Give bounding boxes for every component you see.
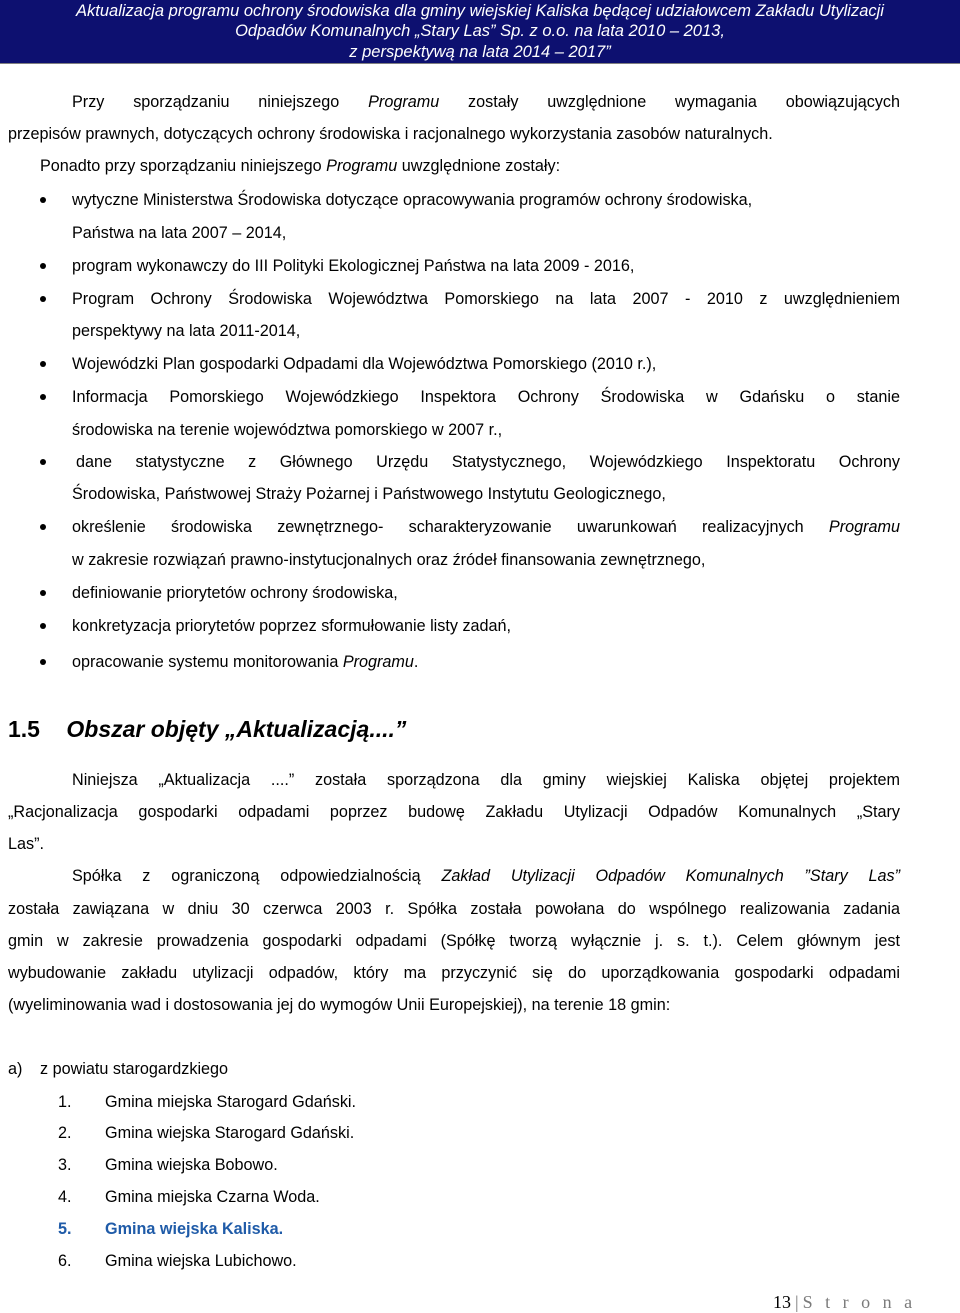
bullet-5-line-1: Informacja Pomorskiego Wojewódzkiego Inspektora Ochrony Środowiska w Gdańsku o stanie: [72, 388, 900, 406]
para2-line-2: została zawiązana w dniu 30 czerwca 2003 r. Spółka została powołana do wspólnego realizowania zadania: [8, 900, 900, 918]
footer-separator: |: [795, 1292, 799, 1312]
list-item-number-highlighted: 5.: [58, 1220, 72, 1238]
bullet-icon: [40, 459, 46, 465]
para2-line-5: (wyeliminowania wad i dostosowania jej do wymogów Unii Europejskiej), na terenie 18 gmin:: [8, 996, 671, 1014]
para1-line-1: Niniejsza „Aktualizacja ....” została sporządzona dla gminy wiejskiej Kaliska objętej projektem: [72, 771, 900, 789]
bullet-4: Wojewódzki Plan gospodarki Odpadami dla Województwa Pomorskiego (2010 r.),: [72, 355, 657, 373]
bullet-1-line-2: Państwa na lata 2007 – 2014,: [72, 224, 287, 242]
bullet-10: opracowanie systemu monitorowania Programu.: [72, 653, 419, 671]
subsection-label: z powiatu starogardzkiego: [40, 1060, 229, 1078]
list-item: Gmina miejska Czarna Woda.: [105, 1188, 320, 1206]
bullet-2: program wykonawczy do III Polityki Ekologicznej Państwa na lata 2009 - 2016,: [72, 257, 635, 275]
bullet-8: definiowanie priorytetów ochrony środowiska,: [72, 584, 398, 602]
page-number: 13: [773, 1292, 791, 1312]
bullet-6-line-1: dane statystyczne z Głównego Urzędu Statystycznego, Wojewódzkiego Inspektoratu Ochrony: [76, 453, 900, 471]
bullet-5-line-2: środowiska na terenie województwa pomorskiego w 2007 r.,: [72, 421, 503, 439]
footer-label: S t r o n a: [802, 1292, 917, 1312]
bullet-icon: [40, 590, 46, 596]
bullet-icon: [40, 296, 46, 302]
bullet-icon: [40, 394, 46, 400]
list-item-number: 6.: [58, 1252, 72, 1270]
bullet-icon: [40, 197, 46, 203]
list-item-number: 4.: [58, 1188, 72, 1206]
subsection-marker: a): [8, 1060, 23, 1078]
para2-line-1: Spółka z ograniczoną odpowiedzialnością Zakład Utylizacji Odpadów Komunalnych ”Stary Las”: [72, 867, 901, 885]
list-item: Gmina wiejska Starogard Gdański.: [105, 1124, 355, 1142]
list-item-number: 1.: [58, 1093, 72, 1111]
bullet-7-line-1: określenie środowiska zewnętrznego- scharakteryzowanie uwarunkowań realizacyjnych Programu: [72, 518, 900, 536]
bullet-3-line-2: perspektywy na lata 2011-2014,: [72, 322, 301, 340]
bullet-icon: [40, 524, 46, 530]
bullet-3-line-1: Program Ochrony Środowiska Województwa Pomorskiego na lata 2007 - 2010 z uwzględnieniem: [72, 290, 900, 308]
bullet-1-line-1: wytyczne Ministerstwa Środowiska dotyczące opracowywania programów ochrony środowiska,: [72, 191, 753, 209]
section-heading: [8, 714, 406, 744]
list-item-number: 2.: [58, 1124, 72, 1142]
bullet-icon: [40, 623, 46, 629]
intro-line-3: Ponadto przy sporządzaniu niniejszego Programu uwzględnione zostały:: [40, 157, 561, 175]
bullet-icon: [40, 659, 46, 665]
bullet-icon: [40, 263, 46, 269]
list-item: Gmina wiejska Bobowo.: [105, 1156, 278, 1174]
bullet-6-line-2: Środowiska, Państwowej Straży Pożarnej i Państwowego Instytutu Geologicznego,: [72, 485, 666, 503]
header-line-2: Odpadów Komunalnych „Stary Las” Sp. z o.o. na lata 2010 – 2013,: [235, 22, 725, 40]
section-title: Obszar objęty „Aktualizacją....”: [66, 716, 407, 742]
list-item-number: 3.: [58, 1156, 72, 1174]
header-line-3: z perspektywą na lata 2014 – 2017”: [349, 43, 611, 61]
bullet-9: konkretyzacja priorytetów poprzez sformułowanie listy zadań,: [72, 617, 512, 635]
header-line-1: Aktualizacja programu ochrony środowiska dla gminy wiejskiej Kaliska będącej udziałowcem Zakładu Utylizacji: [76, 2, 884, 20]
list-item: Gmina wiejska Lubichowo.: [105, 1252, 297, 1270]
list-item-highlighted: Gmina wiejska Kaliska.: [105, 1220, 284, 1238]
section-number: 1.5: [8, 716, 40, 742]
bullet-icon: [40, 361, 46, 367]
bullet-7-line-2: w zakresie rozwiązań prawno-instytucjonalnych oraz źródeł finansowania zewnętrznego,: [72, 551, 706, 569]
intro-line-2: przepisów prawnych, dotyczących ochrony środowiska i racjonalnego wykorzystania zasobów naturalnych.: [8, 125, 773, 143]
intro-line-1: Przy sporządzaniu niniejszego Programu zostały uwzględnione wymagania obowiązujących: [72, 93, 901, 111]
page-header: [0, 0, 960, 64]
para2-line-4: wybudowanie zakładu utylizacji odpadów, który ma przyczynić się do uporządkowania gospodarki odpadami: [8, 964, 900, 982]
list-item: Gmina miejska Starogard Gdański.: [105, 1093, 357, 1111]
para1-line-3: Las”.: [8, 835, 44, 853]
para1-line-2: „Racjonalizacja gospodarki odpadami poprzez budowę Zakładu Utylizacji Odpadów Komunalnych „Stary: [8, 803, 900, 821]
para2-line-3: gmin w zakresie prowadzenia gospodarki odpadami (Spółkę tworzą wyłącznie j. s. t.). Celem głównym jest: [8, 932, 900, 950]
